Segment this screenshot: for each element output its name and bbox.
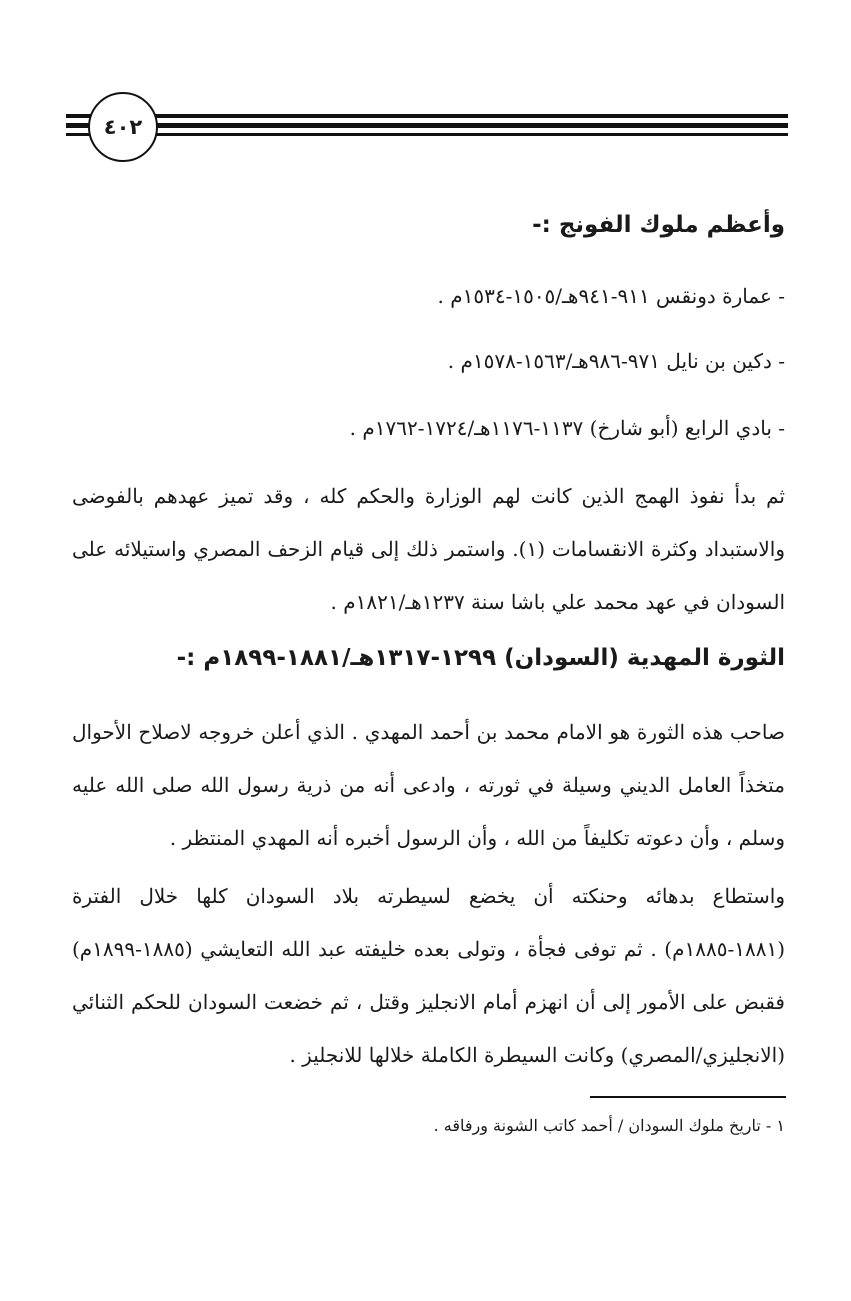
page-number: ٤٠٢ — [88, 92, 158, 162]
section-heading: وأعظم ملوك الفونج :- — [532, 212, 785, 238]
list-item: - عمارة دونقس ٩١١-٩٤١هـ/١٥٠٥-١٥٣٤م . — [437, 284, 785, 308]
list-item: - دكين بن نايل ٩٧١-٩٨٦هـ/١٥٦٣-١٥٧٨م . — [447, 349, 785, 373]
section-heading: الثورة المهدية (السودان) ١٢٩٩-١٣١٧هـ/١٨٨١-١٨٩٩م :- — [176, 645, 785, 671]
paragraph: واستطاع بدهائه وحنكته أن يخضع لسيطرته بلاد السودان كلها خلال الفترة (١٨٨١-١٨٨٥م) . ثم توفى فجأة ، وتولى بعده خليفته عبد الله التعايشي (١٨٨٥-١٨٩٩م) فقبض على الأمور إلى أن انهزم أمام الانجليز وقتل ، ثم خضعت السودان للحكم الثنائي (الانجليزي/المصري) وكانت السيطرة الكاملة خلالها للانجليز . — [72, 884, 785, 1067]
page-body — [72, 0, 785, 1301]
list-item: - بادي الرابع (أبو شارخ) ١١٣٧-١١٧٦هـ/١٧٢٤-١٧٦٢م . — [349, 416, 785, 440]
footnote-divider — [590, 1096, 786, 1098]
paragraph: ثم بدأ نفوذ الهمج الذين كانت لهم الوزارة والحكم كله ، وقد تميز عهدهم بالفوضى والاستبداد وكثرة الانقسامات (١). واستمر ذلك إلى قيام الزحف المصري واستيلائه على السودان في عهد محمد علي باشا سنة ١٢٣٧هـ/١٨٢١م . — [72, 484, 785, 614]
footnote: ١ - تاريخ ملوك السودان / أحمد كاتب الشونة ورفاقه . — [433, 1116, 785, 1135]
paragraph: صاحب هذه الثورة هو الامام محمد بن أحمد المهدي . الذي أعلن خروجه لاصلاح الأحوال متخذاً العامل الديني وسيلة في ثورته ، وادعى أنه من ذرية رسول الله صلى الله عليه وسلم ، وأن دعوته تكليفاً من الله ، وأن الرسول أخبره أنه المهدي المنتظر . — [72, 720, 785, 850]
